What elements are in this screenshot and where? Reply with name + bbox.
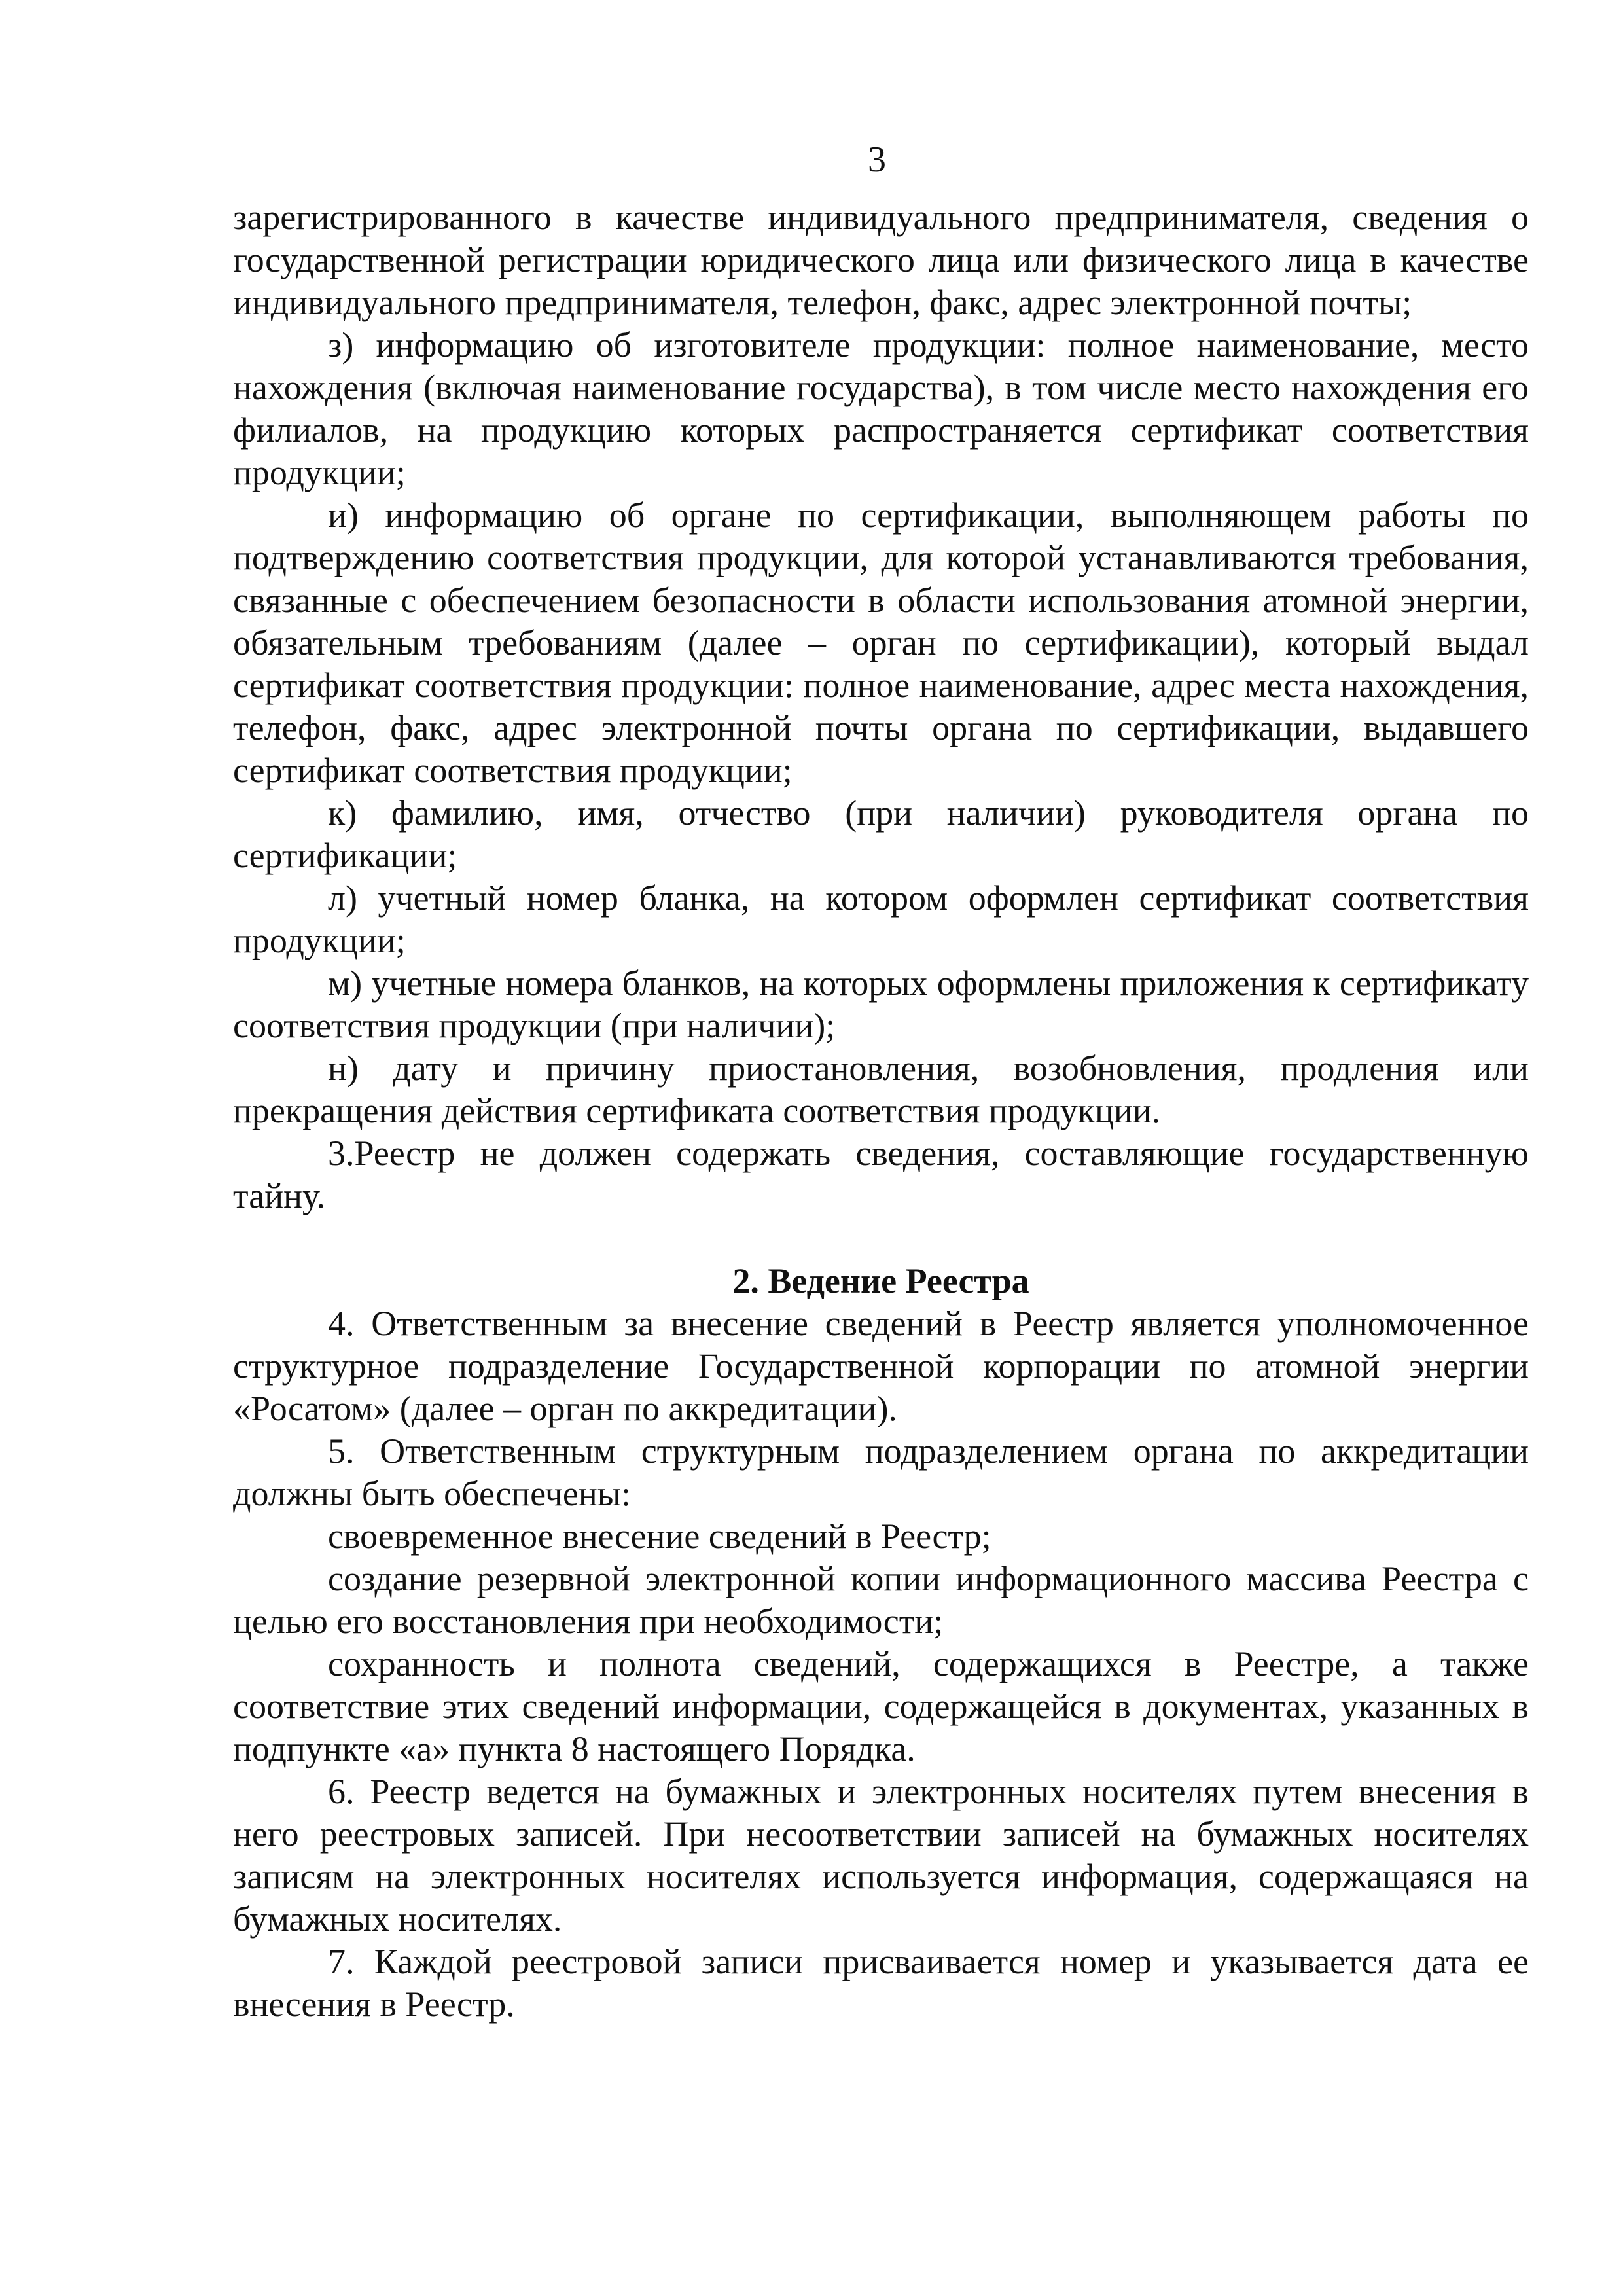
- paragraph-4: 4. Ответственным за внесение сведений в Реестр является уполномоченное структурное подразделение Государственной корпорации по атомной энергии «Росатом» (далее – орган по аккредитации).: [233, 1304, 1529, 1428]
- paragraph-5-item-1: своевременное внесение сведений в Реестр;: [328, 1516, 991, 1556]
- paragraph-item-m: м) учетные номера бланков, на которых оформлены приложения к сертификату соответствия продукции (при наличии);: [233, 963, 1529, 1045]
- paragraph-item-z: з) информацию об изготовителе продукции: полное наименование, место нахождения (включая наименование государства), в том числе место нахождения его филиалов, на продукцию которых распространяется сертификат соответствия продукции;: [233, 325, 1529, 492]
- paragraph-5-item-3: сохранность и полнота сведений, содержащихся в Реестре, а также соответствие этих сведений информации, содержащейся в документах, указанных в подпункте «а» пункта 8 настоящего Порядка.: [233, 1644, 1529, 1768]
- paragraph-item-i: и) информацию об органе по сертификации, выполняющем работы по подтверждению соответствия продукции, для которой устанавливаются требования, связанные с обеспечением безопасности в области использования атомной энергии, обязательным требованиям (далее – орган по сертификации), который выдал сертификат соответствия продукции: полное наименование, адрес места нахождения, телефон, факс, адрес электронной почты органа по сертификации, выдавшего сертификат соответствия продукции;: [233, 495, 1529, 790]
- document-body: [233, 196, 1529, 2026]
- paragraph-3: 3.Реестр не должен содержать сведения, составляющие государственную тайну.: [233, 1134, 1529, 1215]
- section-title: 2. Ведение Реестра: [732, 1261, 1029, 1300]
- paragraph-item-n: н) дату и причину приостановления, возобновления, продления или прекращения действия сертификата соответствия продукции.: [233, 1049, 1529, 1130]
- paragraph-6: 6. Реестр ведется на бумажных и электронных носителях путем внесения в него реестровых записей. При несоответствии записей на бумажных носителях записям на электронных носителях используется информация, содержащаяся на бумажных носителях.: [233, 1772, 1529, 1939]
- paragraph-item-l: л) учетный номер бланка, на котором оформлен сертификат соответствия продукции;: [233, 878, 1529, 960]
- paragraph-5-item-2: создание резервной электронной копии информационного массива Реестра с целью его восстановления при необходимости;: [233, 1559, 1529, 1641]
- page-number: 3: [868, 139, 886, 180]
- paragraph-5: 5. Ответственным структурным подразделением органа по аккредитации должны быть обеспечены:: [233, 1431, 1529, 1513]
- paragraph-item-k: к) фамилию, имя, отчество (при наличии) руководителя органа по сертификации;: [233, 793, 1529, 875]
- paragraph-7: 7. Каждой реестровой записи присваивается номер и указывается дата ее внесения в Реестр.: [233, 1942, 1529, 2024]
- paragraph-continuation: зарегистрированного в качестве индивидуального предпринимателя, сведения о государственной регистрации юридического лица или физического лица в качестве индивидуального предпринимателя, телефон, факс, адрес электронной почты;: [233, 198, 1529, 322]
